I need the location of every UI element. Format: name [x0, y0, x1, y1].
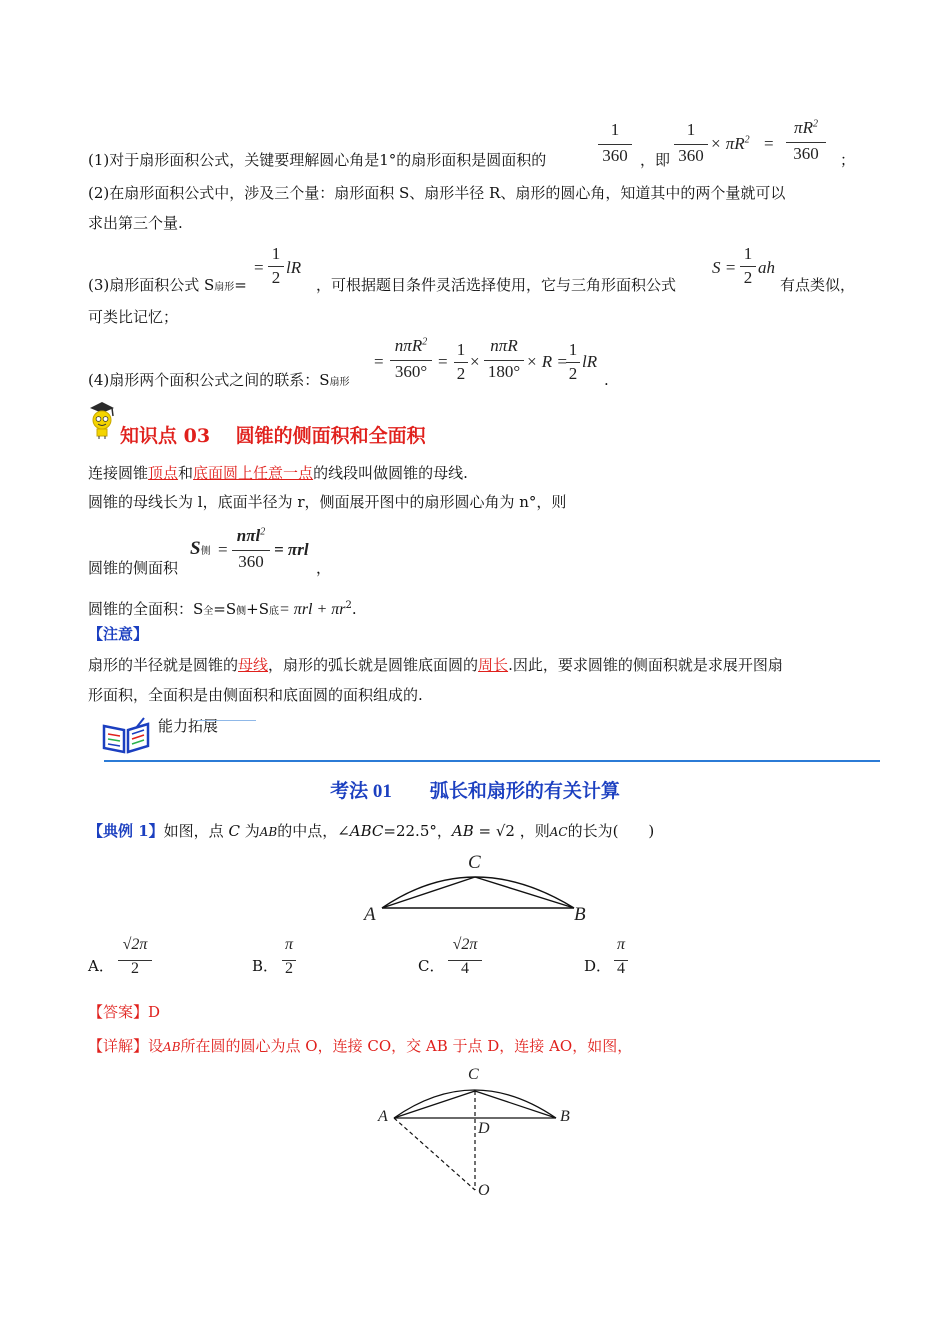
q-t5: = √2 ，则	[473, 822, 550, 840]
option-a-letter: A．	[88, 957, 114, 975]
note-term-circumference: 周长	[478, 656, 509, 674]
para-2-line-1: (2)在扇形面积公式中，涉及三个量：扇形面积 S、扇形半径 R、扇形的圆心角，知道其中的两个量就可以	[88, 184, 786, 202]
frac-num: 1	[271, 244, 281, 263]
total-area-math: = πrl + πr	[279, 601, 346, 618]
option-a-fraction	[118, 936, 152, 978]
option-a[interactable]	[88, 936, 208, 986]
student-icon	[86, 398, 118, 440]
example-label: 【典例 1】	[88, 822, 164, 840]
section-divider	[104, 760, 880, 762]
p3-ah: ah	[758, 258, 775, 277]
q-C: C	[228, 822, 240, 840]
num: nπR	[394, 336, 423, 355]
q-ABC: ABC	[349, 822, 384, 840]
fig1-label-A: A	[364, 904, 376, 925]
frac-den: 360	[602, 146, 628, 165]
para-4-sub: 扇形	[329, 377, 350, 388]
fig2-label-C: C	[468, 1066, 479, 1083]
p4-eq-2: =	[438, 352, 448, 371]
fraction-nPiR2-360	[390, 336, 432, 382]
para-3	[88, 275, 247, 298]
answer	[88, 1002, 160, 1022]
fraction-half-2	[740, 244, 756, 288]
frac-num: 1	[456, 340, 466, 359]
q-arc-AC: AC	[549, 825, 568, 839]
para-1-text: (1)对于扇形面积公式，关键要理解圆心角是1°的扇形面积是圆面积的	[88, 151, 547, 169]
kp3-l1-b: 和	[178, 464, 194, 482]
note-c: .因此，要求圆锥的侧面积就是求展开图扇	[508, 656, 783, 674]
equals-1: =	[764, 134, 774, 153]
q-t4: =22.5°，	[383, 822, 452, 840]
note-a: 扇形的半径就是圆锥的	[88, 656, 239, 674]
example-question	[88, 821, 654, 842]
kp3-l1-a: 连接圆锥	[88, 464, 149, 482]
section-label-underline	[196, 720, 256, 721]
kp3-l4-a: 圆锥的全面积：S	[88, 600, 204, 618]
fraction-side-area	[232, 526, 270, 572]
frac-den: 180°	[487, 362, 521, 381]
p4-times: ×	[470, 352, 480, 371]
answer-value: D	[148, 1003, 161, 1021]
times-piR2	[710, 134, 750, 154]
note-b: ，扇形的弧长就是圆锥底面圆的	[268, 656, 479, 674]
frac-num: π	[284, 936, 293, 953]
note-line-1	[88, 655, 783, 675]
q-t3: 的中点，∠	[277, 822, 350, 840]
p4-dot: .	[604, 371, 609, 389]
sub-side: 侧	[236, 606, 247, 617]
S: S	[190, 538, 201, 559]
frac-den: 4	[617, 960, 625, 977]
fig1-label-B: B	[574, 904, 586, 925]
para-3-line-2: 可类比记忆；	[88, 308, 179, 326]
frac-num: 1	[568, 340, 578, 359]
fraction-piR2-over-360	[786, 118, 826, 164]
option-d[interactable]	[584, 936, 704, 986]
option-b-letter: B．	[252, 957, 279, 975]
p3-lR: lR	[286, 258, 302, 277]
frac-num: 1	[743, 244, 753, 263]
frac-den: 360	[793, 144, 819, 163]
kp3-l4-b: =S	[213, 600, 237, 618]
times-piR2-text: × πR	[710, 134, 745, 153]
method-title: 考法 01 弧长和扇形的有关计算	[330, 781, 620, 802]
p3-eq: =	[254, 258, 264, 277]
option-c-fraction	[448, 936, 482, 978]
note-label: 【注意】	[88, 625, 149, 643]
kp3-title: 知识点 03 圆锥的侧面积和全面积	[120, 425, 426, 447]
figure-1	[360, 850, 600, 930]
sq: 2	[812, 118, 818, 130]
fraction-1-over-360	[598, 120, 632, 166]
frac-num: π	[616, 936, 625, 953]
book-icon	[100, 716, 152, 756]
kp3-comma: ，	[316, 559, 332, 577]
frac-num: nπR	[490, 336, 518, 355]
frac-den: 2	[743, 268, 753, 287]
option-b-fraction	[282, 936, 296, 978]
sq: 2	[260, 526, 266, 538]
kp3-l1-c: 的线段叫做圆锥的母线.	[313, 464, 468, 482]
detail	[88, 1036, 632, 1057]
S-sub: 侧	[200, 546, 211, 557]
frac-den: 2	[285, 960, 293, 977]
kp3-term-vertex: 顶点	[148, 464, 179, 482]
piR: πR	[794, 118, 813, 137]
figure-2	[370, 1064, 590, 1204]
fraction-half-4	[566, 340, 580, 384]
q-t1: 如图，点	[163, 822, 229, 840]
fig2-label-B: B	[560, 1108, 570, 1125]
fig2-label-A: A	[378, 1108, 388, 1125]
kp3-term-base-point: 底面圆上任意一点	[193, 464, 314, 482]
S-side	[190, 538, 211, 560]
section-label: 能力拓展	[158, 717, 219, 735]
answer-label: 【答案】	[88, 1003, 149, 1021]
frac-den: 4	[461, 960, 469, 977]
frac-den: 360	[678, 146, 704, 165]
frac-den: 2	[271, 268, 281, 287]
para-3-text-a: (3)扇形面积公式 S	[88, 276, 215, 294]
q-AB: AB	[451, 822, 474, 840]
option-b[interactable]	[252, 936, 372, 986]
fraction-1-over-360-b	[674, 120, 708, 166]
p4-lR: lR	[582, 352, 598, 371]
kp3-line-2: 圆锥的母线长为 l，底面半径为 r，侧面展开图中的扇形圆心角为 n°，则	[88, 493, 567, 511]
fig2-label-D: D	[478, 1120, 490, 1137]
fraction-half	[268, 244, 284, 288]
q-t2: 为	[239, 822, 260, 840]
para-1-end: ；	[840, 151, 856, 169]
frac-num	[232, 526, 270, 546]
detail-arc-AB: AB	[163, 1040, 181, 1054]
p4-eq-1: =	[374, 352, 384, 371]
frac-den: 360°	[394, 362, 428, 381]
frac-den: 2	[456, 364, 466, 383]
frac-num: √2π	[122, 936, 148, 953]
option-d-fraction	[614, 936, 628, 978]
detail-label: 【详解】	[88, 1037, 149, 1055]
para-4	[88, 370, 350, 393]
kp3-l4-end: .	[351, 600, 357, 618]
sq: 2	[744, 134, 750, 146]
frac-num: 1	[686, 120, 696, 139]
sub-base: 底	[269, 606, 279, 617]
fraction-nPiR-180	[484, 336, 524, 382]
sq: 2	[345, 600, 352, 611]
para-3-text-c: ，可根据题目条件灵活选择使用，它与三角形面积公式	[316, 276, 677, 294]
p4-times-R: × R =	[526, 352, 568, 371]
frac-den: 360	[238, 552, 264, 571]
kp3-line-1	[88, 463, 468, 483]
fig1-label-C: C	[468, 852, 481, 873]
sub-total: 全	[203, 606, 214, 617]
detail-b: 所在圆的圆心为点 O，连接 CO，交 AB 于点 D，连接 AO，如图，	[180, 1037, 633, 1055]
fig2-label-O: O	[478, 1182, 490, 1199]
note-term-generatrix: 母线	[238, 656, 269, 674]
kp3-l4-c: +S	[246, 600, 269, 618]
p3-S-eq: S =	[712, 258, 737, 277]
note-line-2: 形面积，全面积是由侧面积和底面圆的面积组成的.	[88, 686, 423, 704]
side-rhs: = πrl	[274, 540, 309, 559]
q-arc-AB: AB	[259, 825, 278, 839]
option-d-letter: D．	[584, 957, 612, 975]
kp3-line-4	[88, 596, 357, 622]
kp3-line-3: 圆锥的侧面积	[88, 559, 179, 577]
frac-den: 2	[568, 364, 578, 383]
para-3-text-d: 有点类似，	[780, 276, 856, 294]
kp3-eq: =	[218, 540, 228, 559]
fraction-half-3	[454, 340, 468, 384]
para-1	[88, 150, 546, 170]
q-t6: 的长为( )	[567, 822, 655, 840]
para-2-line-2: 求出第三个量.	[88, 214, 183, 232]
para-3-text-b: =	[234, 276, 247, 294]
num: nπl	[236, 526, 261, 545]
option-c-letter: C．	[418, 957, 445, 975]
para-4-text: (4)扇形两个面积公式之间的联系：S	[88, 371, 330, 389]
detail-a: 设	[148, 1037, 164, 1055]
sq: 2	[422, 336, 428, 348]
frac-den: 2	[131, 960, 139, 977]
frac-num	[390, 336, 432, 356]
para-1-mid: ，即	[640, 151, 671, 169]
frac-num	[786, 118, 826, 138]
option-c[interactable]	[418, 936, 538, 986]
para-3-sub: 扇形	[214, 282, 235, 293]
frac-num: √2π	[452, 936, 478, 953]
frac-num: 1	[610, 120, 620, 139]
